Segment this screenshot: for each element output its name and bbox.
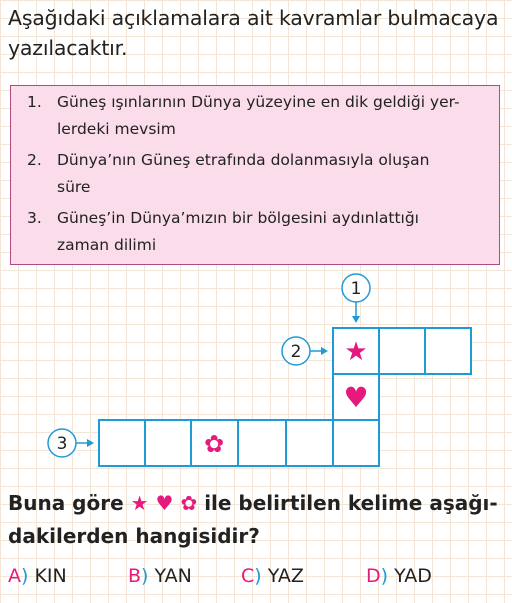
flower-icon: ✿: [180, 491, 198, 515]
clue-text-line: süre: [57, 178, 91, 196]
puzzle-cell[interactable]: [238, 420, 286, 466]
arrow-head: [87, 439, 94, 447]
intro-line-2: yazılacaktır.: [8, 36, 128, 60]
clue-marker-label: 3: [56, 434, 68, 454]
clue-number: 2.: [27, 151, 42, 169]
option-text: KIN: [34, 565, 67, 587]
option-letter: A: [8, 565, 21, 587]
clue-number: 3.: [27, 209, 42, 227]
option-letter: D: [366, 565, 381, 587]
puzzle-cell[interactable]: [379, 328, 425, 374]
flower-icon: ✿: [203, 430, 225, 458]
clue-marker-label: 1: [350, 279, 362, 299]
option-text: YAZ: [267, 565, 304, 587]
question-part-2: ile belirtilen kelime aşağı-: [204, 491, 498, 515]
clue-text-line: zaman dilimi: [57, 236, 157, 254]
clue-marker-label: 2: [290, 342, 302, 362]
puzzle-cell[interactable]: [286, 420, 333, 466]
heart-icon: ♥: [343, 381, 369, 414]
clue-text-line: Dünya’nın Güneş etrafında dolanmasıyla oluşan: [57, 151, 430, 169]
question-part-1: Buna göre: [8, 491, 124, 515]
question-line-2: dakilerden hangisidir?: [8, 524, 260, 548]
star-icon: ★: [130, 491, 149, 515]
clue-text-line: Güneş’in Dünya’mızın bir bölgesini aydınlattığı: [57, 209, 419, 227]
clue-number: 1.: [27, 93, 42, 111]
puzzle-cell[interactable]: [333, 420, 379, 466]
heart-icon: ♥: [155, 491, 174, 515]
star-icon: ★: [344, 337, 368, 367]
intro-line-1: Aşağıdaki açıklamalara ait kavramlar bulmacaya: [8, 6, 499, 30]
arrow-head: [321, 347, 328, 355]
puzzle-cell[interactable]: [99, 420, 145, 466]
option-c[interactable]: C) YAZ: [241, 565, 304, 587]
question-text: [8, 487, 508, 553]
option-b[interactable]: B) YAN: [128, 565, 192, 587]
option-letter: C: [241, 565, 255, 587]
option-d[interactable]: D) YAD: [366, 565, 432, 587]
option-text: YAD: [394, 565, 432, 587]
clue-text-line: lerdeki mevsim: [57, 120, 176, 138]
option-letter: B: [128, 565, 142, 587]
arrow-head: [352, 316, 360, 323]
answer-options: [8, 565, 508, 595]
option-text: YAN: [154, 565, 192, 587]
puzzle-cell[interactable]: [425, 328, 471, 374]
puzzle-cell[interactable]: [145, 420, 191, 466]
option-a[interactable]: A) KIN: [8, 565, 67, 587]
clue-text-line: Güneş ışınlarının Dünya yüzeyine en dik geldiği yer-: [57, 93, 460, 111]
